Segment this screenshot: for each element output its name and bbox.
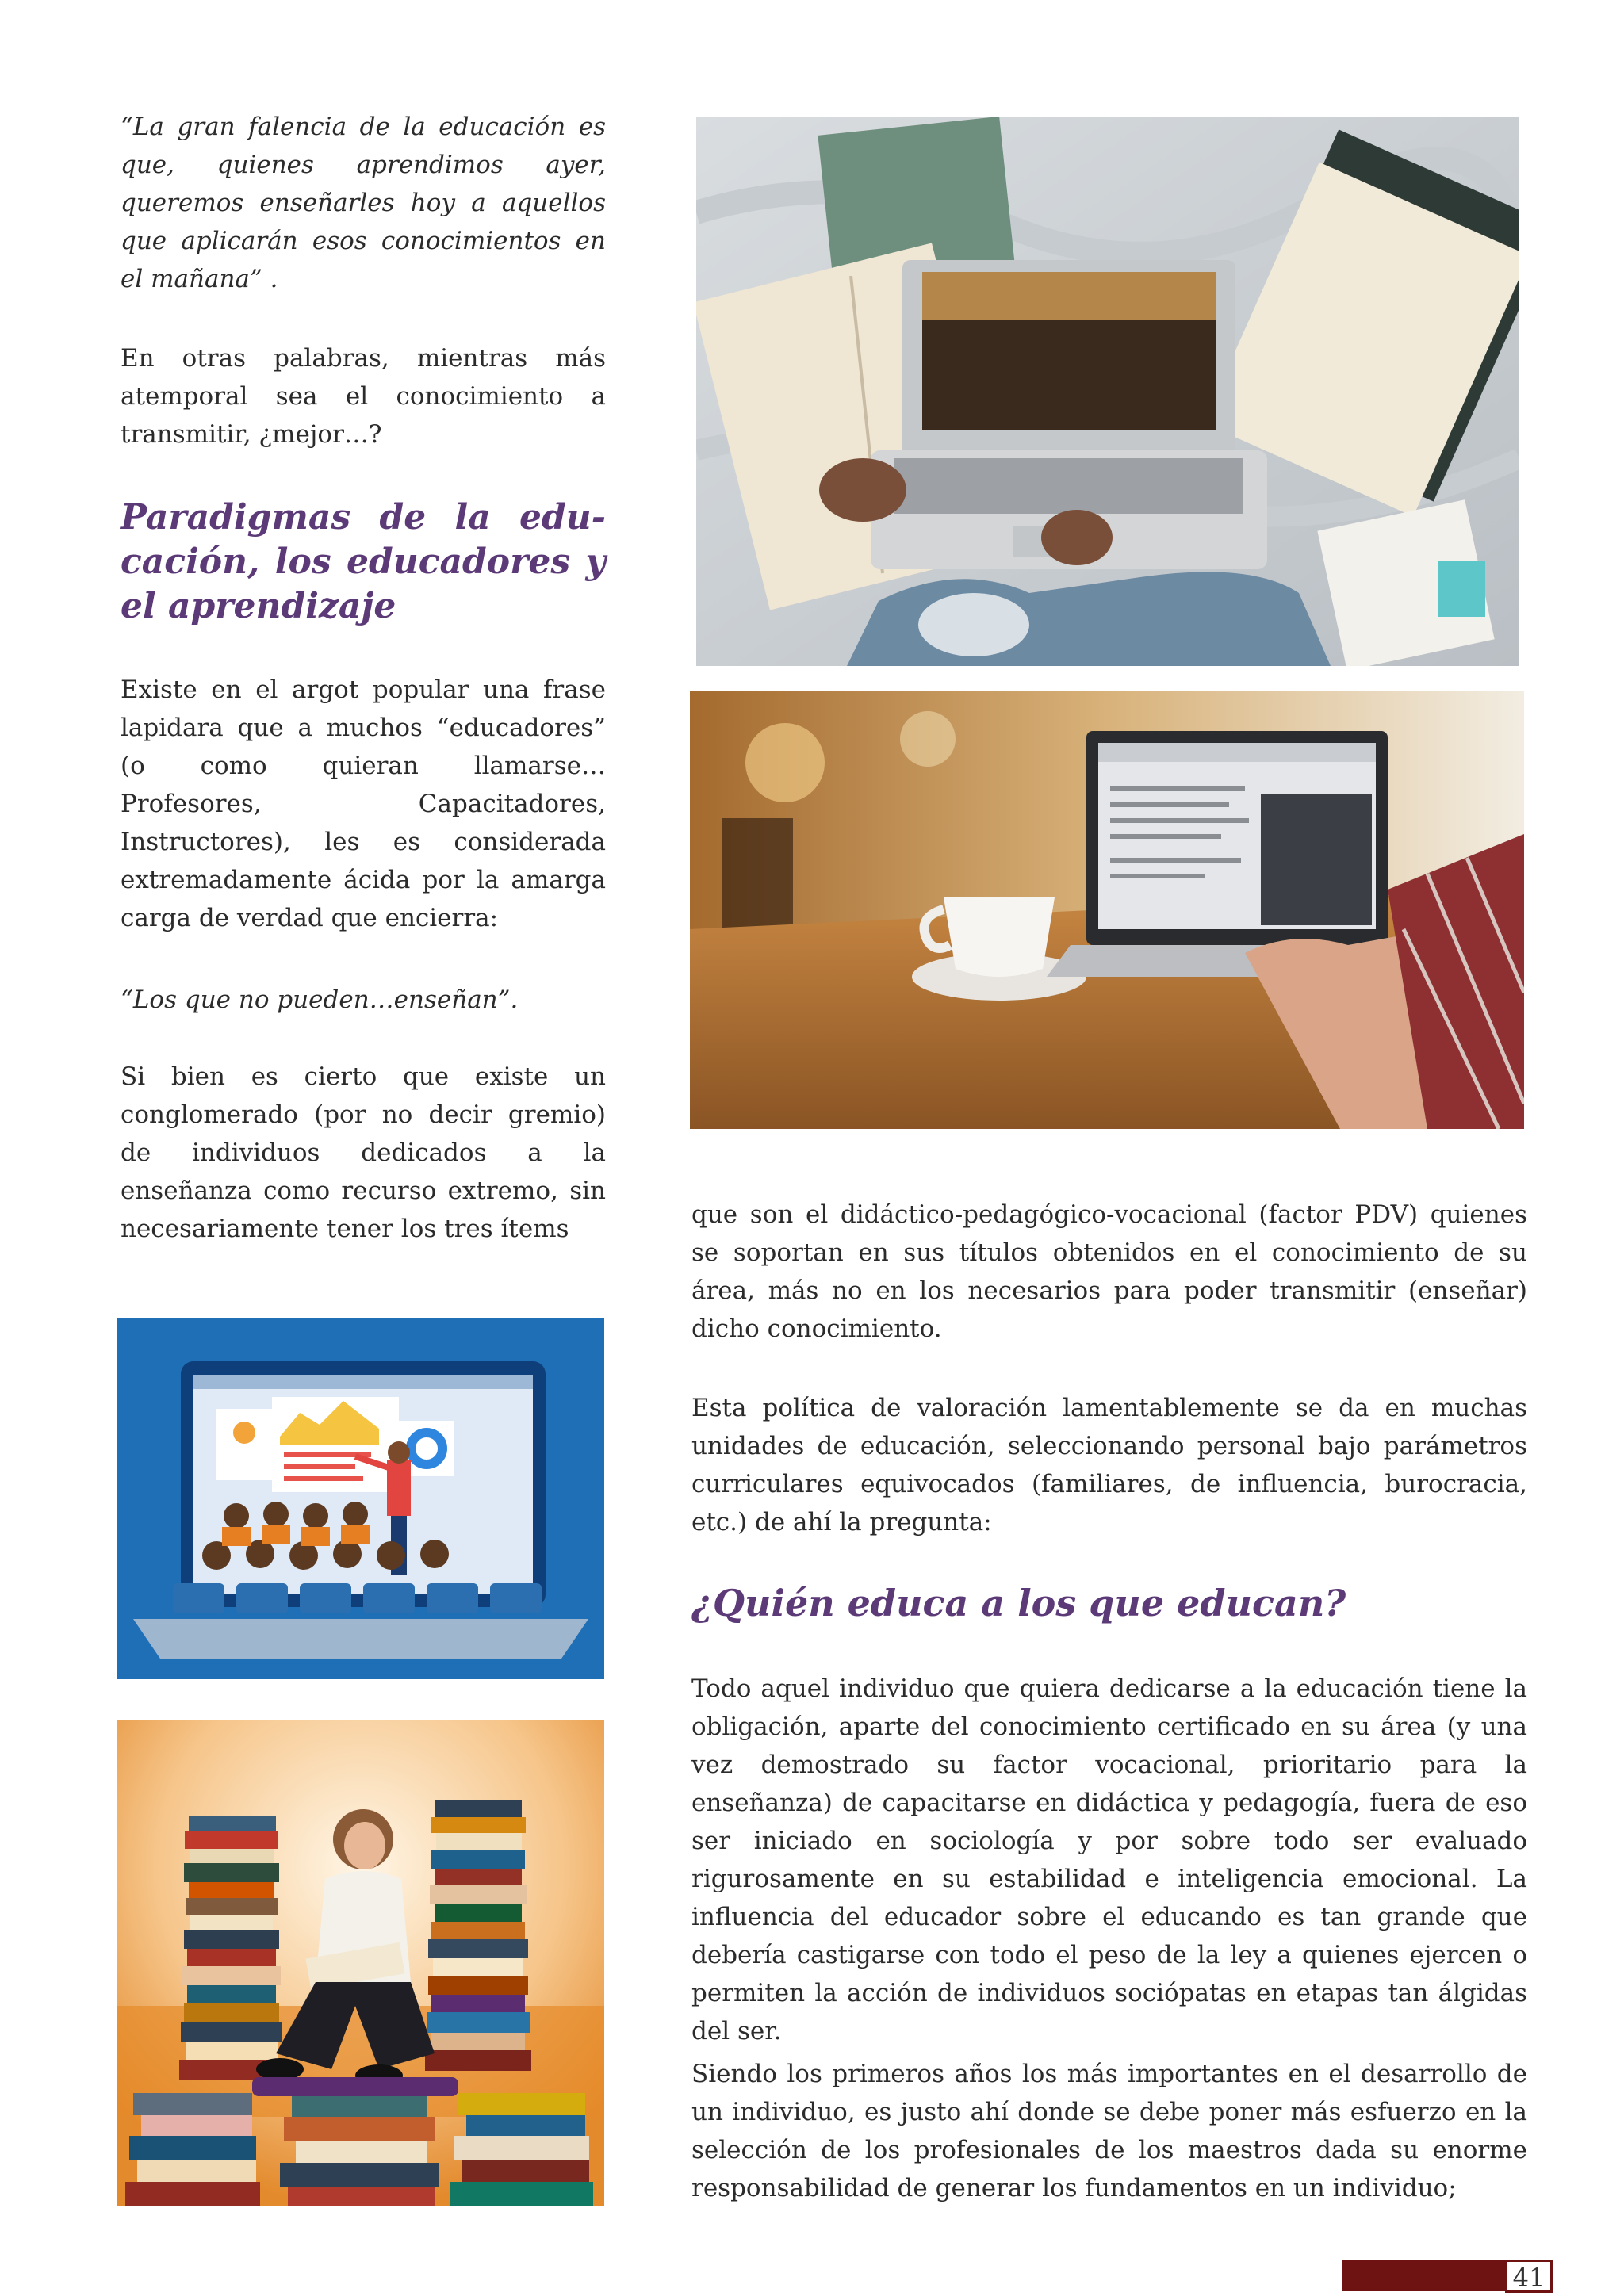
saying-quote: “Los que no pueden…enseñan”. <box>121 985 519 1014</box>
intro-paragraph: En otras palabras, mientras más atemporal sea el conocimiento a transmitir, ¿mejor…? <box>121 344 606 449</box>
online-classroom-illustration <box>117 1318 604 1679</box>
section-heading-paradigmas: Paradigmas de la edu-cación, los educadores y el aprendizaje <box>121 497 606 626</box>
politica-paragraph: Esta política de valoración lamentablemente se da en muchas unidades de educación, seleccionando personal bajo parámetros curriculares equivocados (familiares, de influencia, burocracia, etc.) de ahí la pregunta: <box>691 1394 1527 1536</box>
primeros-anos-paragraph: Siendo los primeros años los más importantes en el desarrollo de un individuo, es justo ahí donde se debe poner más esfuerzo en la selección de los profesionales de los maestros dada su enorme responsabilidad de generar los fundamentos en un individuo; <box>691 2060 1527 2202</box>
obligacion-paragraph: Todo aquel individuo que quiera dedicarse a la educación tiene la obligación, aparte del conocimiento certificado en su área (y una vez demostrado su factor vocacional, prioritario para la enseñanza) de capacitarse en didáctica y pedagogía, fuera de eso ser iniciado en sociología y por sobre todo ser evaluado rigurosamente en su estabilidad e inteligencia emocional. La influencia del educador sobre el educando es tan grande que debería castigarse con todo el peso de la ley a quienes ejercen o permiten la acción de individuos sociópatas en etapas tan álgidas del ser. <box>691 1674 1527 2045</box>
argot-paragraph: Existe en el argot popular una frase lapidara que a muchos “educadores” (o como quieran llamarse… Profesores, Capacitadores, Instructores), les es considerada extremadamente ácida por la amarga carga de verdad que encierra: <box>121 675 606 932</box>
opening-quote: “La gran falencia de la educación es que, quienes aprendimos ayer, queremos enseñarles hoy a aquellos que aplicarán esos conocimientos en el mañana” . <box>121 113 606 293</box>
pdv-paragraph: que son el didáctico-pedagógico-vocacional (factor PDV) quienes se soportan en sus títulos obtenidos en el conocimiento de su área, más no en los necesarios para poder transmitir (enseñar) dicho conocimiento. <box>691 1200 1527 1343</box>
section-heading-quien-educa: ¿Quién educa a los que educan? <box>691 1582 1346 1624</box>
page-number: 41 <box>1505 2260 1553 2293</box>
woman-reading-books-illustration <box>117 1720 604 2206</box>
coffee-laptop-photo <box>690 691 1524 1129</box>
laptop-books-bed-photo <box>696 117 1519 666</box>
page-number-bar <box>1342 2260 1510 2291</box>
conglomerado-paragraph: Si bien es cierto que existe un conglomerado (por no decir gremio) de individuos dedicados a la enseñanza como recurso extremo, sin necesariamente tener los tres ítems <box>121 1062 606 1243</box>
